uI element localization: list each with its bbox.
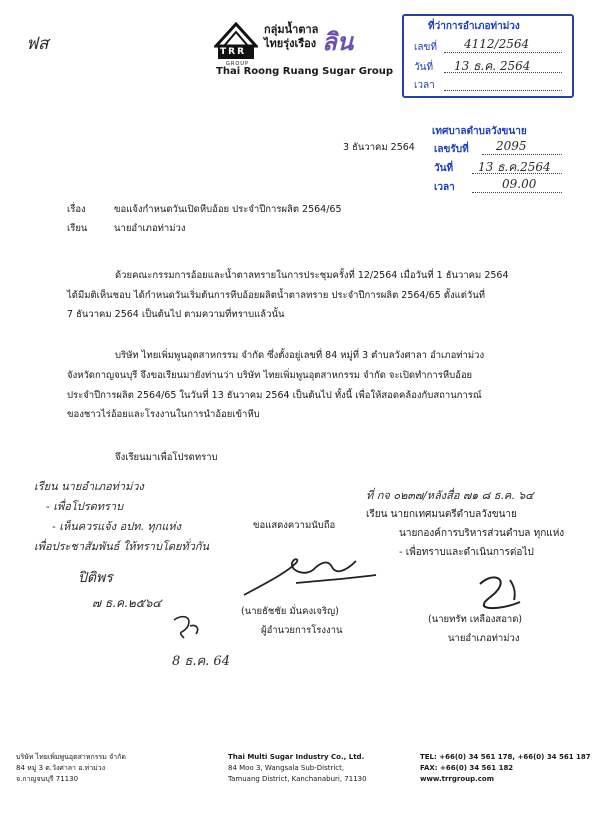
- stamp-line: [444, 52, 562, 53]
- district-chief-signature: [470, 572, 530, 612]
- stamp-district-no-label: เลขที่: [414, 42, 437, 53]
- footer-en-addr1: 84 Moo 3, Wangsala Sub-District,: [228, 764, 345, 772]
- para2-line1: บริษัท ไทยเพิ่มพูนอุตสาหกรรม จำกัด ซึ่งตั้งอยู่เลขที่ 84 หมู่ที่ 3 ตำบลวังศาลา อำเภอท่าม่วง: [115, 350, 485, 361]
- footer-th-addr2: จ.กาญจนบุรี 71130: [16, 775, 79, 783]
- logo-mark-sub: GROUP: [226, 61, 249, 67]
- para1-line1: ด้วยคณะกรรมการอ้อยและน้ำตาลทรายในการประชุมครั้งที่ 12/2564 เมื่อวันที่ 1 ธันวาคม 2564: [115, 270, 509, 281]
- para2-line3: ประจำปีการผลิต 2564/65 ในวันที่ 13 ธันวาคม 2564 เป็นต้นไป ทั้งนี้ เพื่อให้สอดคล้องกับสถานการณ์: [67, 390, 482, 401]
- logo-thai-line2: ไทยรุ่งเรือง: [264, 37, 317, 50]
- director-signature: [236, 553, 386, 603]
- regards-text: ขอแสดงความนับถือ: [253, 520, 336, 531]
- logo-mark-letters: TRR: [220, 47, 246, 57]
- handwritten-line2: - เพื่อโปรดทราบ: [46, 500, 124, 513]
- para2-line2: จังหวัดกาญจนบุรี จึงขอเรียนมายังท่านว่า บริษัท ไทยเพิ่มพูนอุตสาหกรรม จำกัด จะเปิดทำการหีบอ้อย: [67, 370, 473, 381]
- subject-label: เรื่อง: [67, 204, 86, 215]
- subject-text: ขอแจ้งกำหนดวันเปิดหีบอ้อย ประจำปีการผลิต 2564/65: [114, 204, 342, 215]
- para1-line2: ได้มีมติเห็นชอบ ได้กำหนดวันเริ่มต้นการหีบอ้อยผลิตน้ำตาลทราย ประจำปีการผลิต 2564/65 ตั้งแต่วันที่: [67, 290, 485, 301]
- stamp-muni-no-label: เลขรับที่: [434, 144, 469, 155]
- corner-handwritten-note: ฟส: [26, 34, 49, 54]
- handwritten-date: ๗ ธ.ค.๒๕๖๔: [92, 596, 162, 610]
- stamp-district-date-label: วันที่: [414, 62, 434, 73]
- stamp-district-date-value: 13 ธ.ค. 2564: [454, 59, 531, 73]
- footer-th-company: บริษัท ไทยเพิ่มพูนอุตสาหกรรม จำกัด: [16, 753, 126, 761]
- para2-line4: ของชาวไร่อ้อยและโรงงานในการนำอ้อยเข้าหีบ: [67, 409, 260, 420]
- stamp-muni-time-value: 09.00: [502, 177, 537, 191]
- stamp-muni-date-value: 13 ธ.ค.2564: [478, 160, 551, 174]
- district-note-line4: - เพื่อทราบและดำเนินการต่อไป: [399, 547, 534, 558]
- district-chief-note: [366, 486, 564, 562]
- company-logo: [214, 22, 394, 82]
- stamp-muni-date-label: วันที่: [434, 163, 454, 174]
- footer-th-addr1: 84 หมู่ 3 ต.วังศาลา อ.ท่าม่วง: [16, 764, 106, 772]
- stamp-line: [472, 173, 562, 174]
- district-note-line1: ที่ กจ ๐๒๓๗/หลังสื่อ ๗๑ ๘ ธ.ค. ๖๔: [366, 489, 534, 502]
- closing-request: จึงเรียนมาเพื่อโปรดทราบ: [115, 452, 218, 463]
- footer-web: www.trrgroup.com: [420, 775, 495, 783]
- para1-line3: 7 ธันวาคม 2564 เป็นต้นไป ตามความที่ทราบแล้วนั้น: [67, 309, 285, 320]
- footer-thai-address: [16, 752, 146, 785]
- stamp-district-no-value: 4112/2564: [464, 37, 530, 51]
- stamp-district-title: ที่ว่าการอำเภอท่าม่วง: [428, 21, 520, 32]
- handwritten-date-2: 8 ธ.ค. 64: [172, 654, 230, 669]
- signer-title: ผู้อำนวยการโรงงาน: [261, 625, 343, 636]
- handwritten-line1: เรียน นายอำเภอท่าม่วง: [34, 480, 144, 493]
- stamp-muni-time-label: เวลา: [434, 182, 455, 193]
- footer-fax: FAX: +66(0) 34 561 182: [420, 764, 514, 772]
- footer-english-address: [228, 752, 388, 785]
- letter-date: 3 ธันวาคม 2564: [343, 142, 415, 153]
- handwritten-minute: [34, 477, 209, 557]
- to-text: นายอำเภอท่าม่วง: [114, 223, 186, 234]
- footer-tel: TEL: +66(0) 34 561 178, +66(0) 34 561 187: [420, 753, 591, 761]
- footer-contact: [420, 752, 592, 785]
- stamp-line: [444, 72, 562, 73]
- stamp-line: [444, 90, 562, 91]
- stamp-muni-no-value: 2095: [496, 139, 527, 153]
- received-stamp-municipality: [432, 124, 564, 202]
- district-note-line3: นายกองค์การบริหารส่วนตำบล ทุกแห่ง: [399, 528, 565, 539]
- handwritten-signature-name: ปิติพร: [78, 570, 113, 586]
- logo-brand-mark: ลิน: [322, 28, 354, 56]
- stamp-district-time-label: เวลา: [414, 80, 435, 91]
- stamp-line: [472, 192, 562, 193]
- logo-english-name: Thai Roong Ruang Sugar Group: [216, 66, 394, 77]
- district-note-line2: เรียน นายกเทศมนตรีตำบลวังขนาย: [366, 509, 517, 520]
- to-label: เรียน: [67, 223, 88, 234]
- handwritten-line3: - เห็นควรแจ้ง อปท. ทุกแห่ง: [52, 520, 182, 533]
- stamp-line: [482, 154, 562, 155]
- handwritten-line4: เพื่อประชาสัมพันธ์ ให้ทราบโดยทั่วกัน: [34, 540, 210, 553]
- footer-en-company: Thai Multi Sugar Industry Co., Ltd.: [228, 753, 365, 761]
- district-chief-title: นายอำเภอท่าม่วง: [448, 633, 520, 644]
- stamp-muni-title: เทศบาลตำบลวังขนาย: [432, 126, 527, 137]
- received-stamp-district: [402, 14, 574, 98]
- footer-en-addr2: Tamuang District, Kanchanaburi, 71130: [228, 775, 367, 783]
- signer-name: (นายธัชชัย มั่นคงเจริญ): [241, 606, 339, 617]
- logo-thai-line1: กลุ่มน้ำตาล: [264, 23, 319, 36]
- district-chief-name: (นายทรัท เหลืองสอาด): [428, 614, 523, 625]
- handwritten-initial-mark: [170, 612, 204, 642]
